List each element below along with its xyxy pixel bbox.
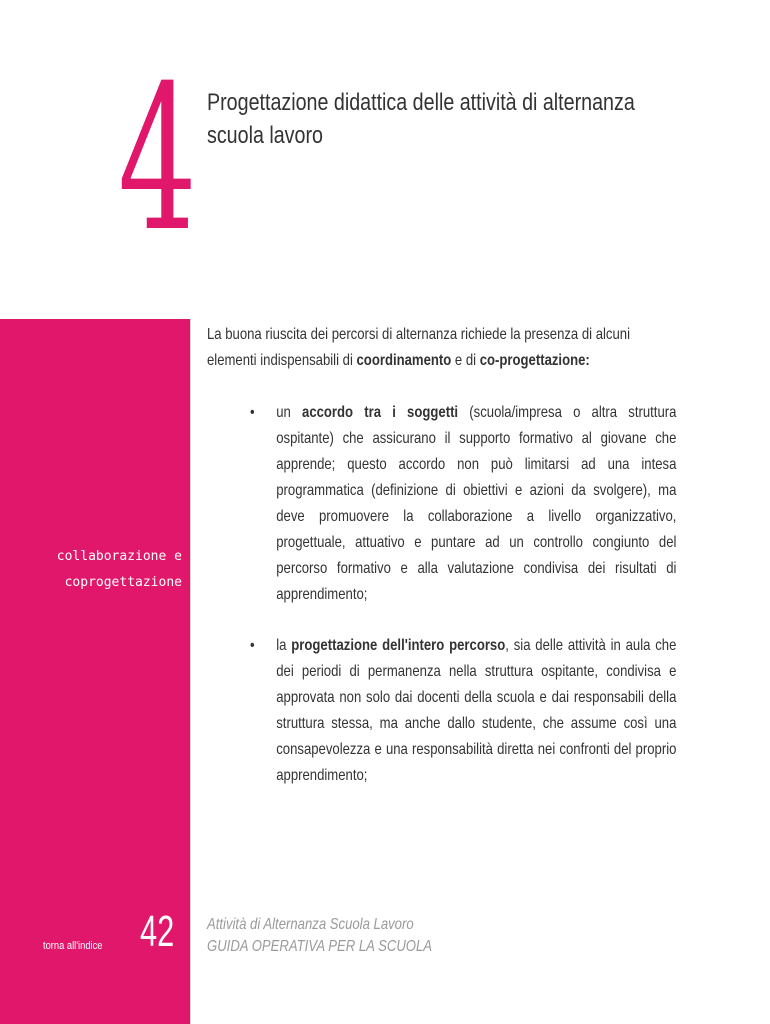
bullet-marker: • — [250, 637, 255, 654]
intro-bold-coordinamento: coordinamento — [356, 352, 452, 369]
intro-text-3: : — [585, 352, 590, 369]
bullet-pre: la — [276, 637, 292, 654]
bullet-marker: • — [250, 404, 255, 421]
bullet-bold: accordo tra i soggetti — [302, 404, 459, 421]
bullet-bold: progettazione dell'intero percorso — [291, 637, 506, 654]
intro-text-2: e di — [451, 352, 480, 369]
back-to-index-link[interactable]: torna all'indice — [43, 940, 103, 952]
bullet-pre: un — [276, 404, 303, 421]
footer-title — [207, 914, 469, 958]
page-number: 42 — [140, 907, 175, 956]
footer-line-1: Attività di Alternanza Scuola Lavoro — [207, 916, 414, 933]
list-item — [250, 400, 676, 608]
bullet-list — [250, 400, 676, 789]
footer-line-2: GUIDA OPERATIVA PER LA SCUOLA — [207, 938, 433, 955]
intro-bold-coprogettazione: co-progettazione — [479, 352, 586, 369]
intro-text-1: La buona riuscita dei percorsi di alternanza richiede la presenza di alcuni elementi indispensabili di — [207, 326, 631, 369]
bullet-post: , sia delle attività in aula che dei periodi di permanenza nella struttura ospitante, condivisa e approvata non solo dai docenti della scuola e dai responsabili della struttura stessa, ma anche dallo studente, che assume così una consapevolezza e una responsabilità diretta nei confronti del proprio apprendimento; — [276, 637, 677, 784]
intro-paragraph — [207, 322, 666, 374]
chapter-number: 4 — [118, 43, 197, 276]
chapter-title: Progettazione didattica delle attività di alternanza scuola lavoro — [207, 89, 635, 149]
bullet-post: (scuola/impresa o altra struttura ospitante) che assicurano il supporto formativo al giovane che apprende; questo accordo non può limitarsi ad una intesa programmatica (definizione di obiettivi e azioni da svolgere), ma deve promuovere la collaborazione a livello organizzativo, progettuale, attuativo e puntare ad un controllo congiunto del percorso formativo e alla valutazione condivisa dei risultati di apprendimento; — [276, 404, 677, 603]
margin-note: collaborazione e coprogettazione — [56, 549, 182, 590]
list-item — [250, 633, 676, 789]
vertical-rule — [190, 319, 191, 1024]
